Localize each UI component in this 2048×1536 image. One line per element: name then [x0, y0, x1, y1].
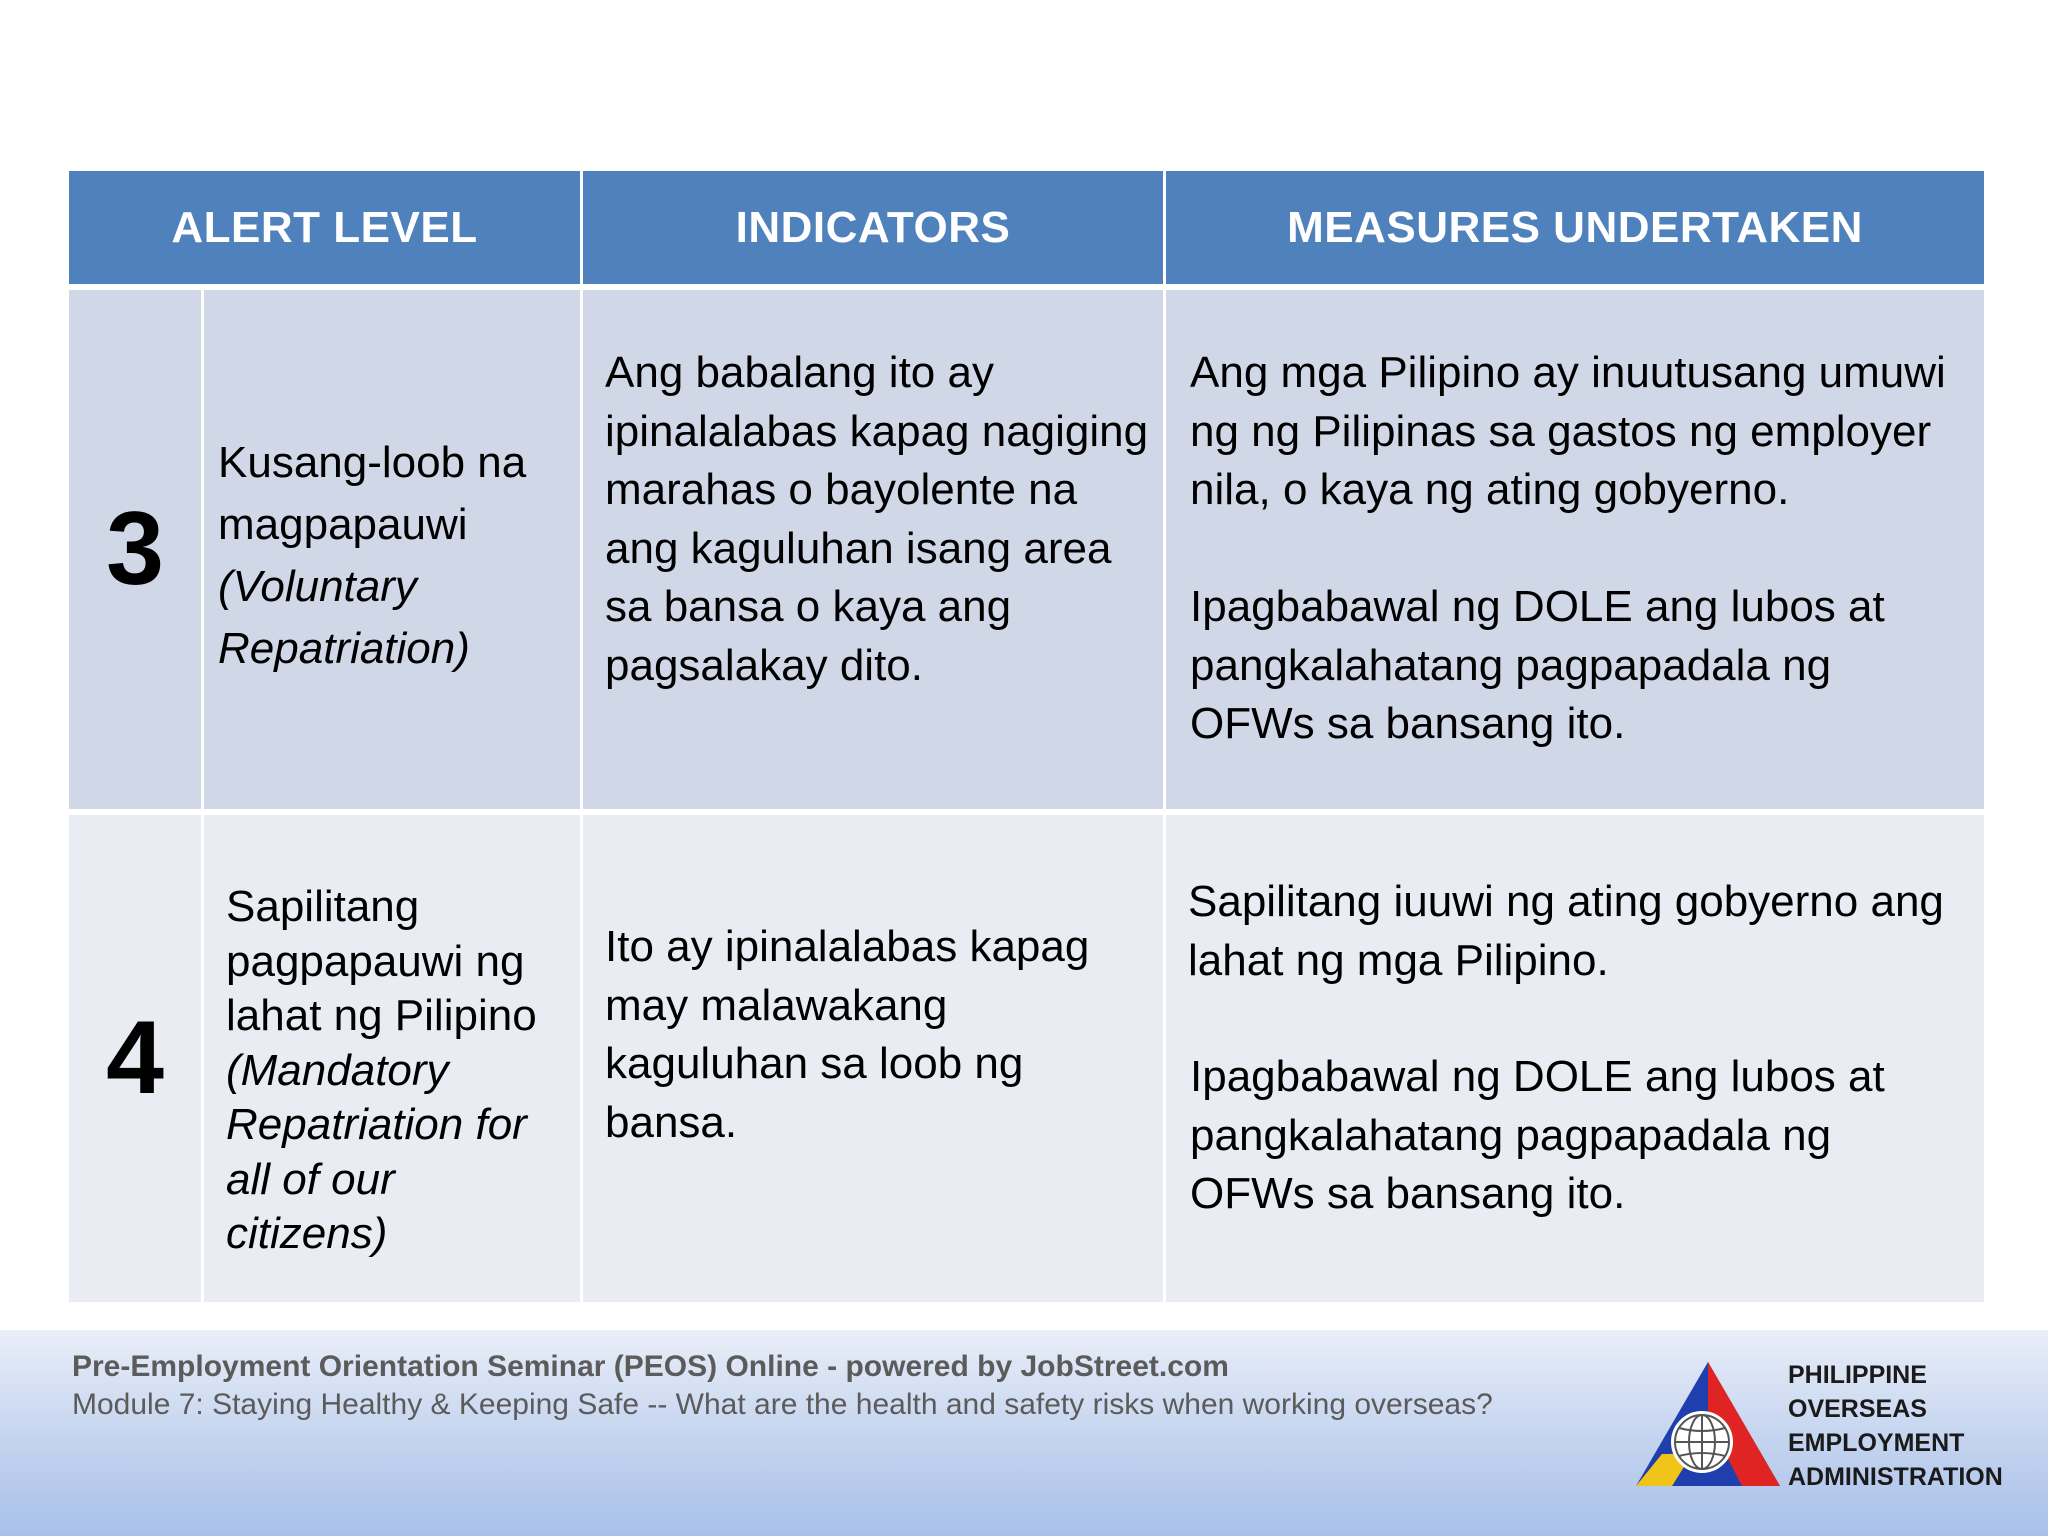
header-measures: MEASURES UNDERTAKEN [1166, 171, 1984, 284]
indicator-text: Ang babalang ito ay ipinalalabas kapag nagiging marahas o bayolente na ang kaguluhan isang area sa bansa o kaya ang pagsalakay dito. [605, 348, 1149, 690]
footer-subtitle: Module 7: Staying Healthy & Keeping Safe -- What are the health and safety risks when working overseas? [72, 1388, 1493, 1421]
measure-text: Sapilitang iuuwi ng ating gobyerno ang lahat ng mga Pilipino. [1188, 877, 1944, 985]
footer-title: Pre-Employment Orientation Seminar (PEOS) Online - powered by JobStreet.com [72, 1350, 1229, 1383]
alert-level-name-cell [204, 815, 580, 1302]
header-alert-level: ALERT LEVEL [69, 171, 580, 284]
logo-line: PHILIPPINE [1788, 1361, 1927, 1389]
poea-logo-text [1788, 1358, 2003, 1494]
alert-level-name: Kusang-loob na magpapauwi [218, 438, 527, 549]
alert-level-name-cell [204, 290, 580, 809]
footer-bar [0, 1330, 2048, 1536]
alert-level-name: Sapilitang pagpapauwi ng lahat ng Pilipino [226, 882, 537, 1040]
alert-level-name-english: (Voluntary Repatriation) [218, 562, 470, 673]
measures-cell [1166, 815, 1984, 1302]
logo-line: OVERSEAS [1788, 1395, 1927, 1423]
logo-line: EMPLOYMENT [1788, 1429, 1965, 1457]
alert-level-table [69, 171, 1981, 1302]
alert-level-name-english: (Mandatory Repatriation for all of our citizens) [226, 1045, 527, 1258]
measure-text: Ipagbabawal ng DOLE ang lubos at pangkalahatang pagpapadala ng OFWs sa bansang ito. [1190, 1052, 1885, 1218]
header-indicators: INDICATORS [583, 171, 1163, 284]
measure-text: Ang mga Pilipino ay inuutusang umuwi ng ng Pilipinas sa gastos ng employer nila, o kaya ng ating gobyerno. [1190, 348, 1946, 514]
alert-level-number: 4 [69, 815, 201, 1302]
logo-line: ADMINISTRATION [1788, 1463, 2003, 1491]
indicator-cell [583, 290, 1163, 809]
measures-cell [1166, 290, 1984, 809]
alert-level-number: 3 [69, 290, 201, 809]
measure-text: Ipagbabawal ng DOLE ang lubos at pangkalahatang pagpapadala ng OFWs sa bansang ito. [1190, 582, 1885, 748]
indicator-text: Ito ay ipinalalabas kapag may malawakang kaguluhan sa loob ng bansa. [605, 922, 1090, 1147]
poea-logo-icon [1632, 1358, 1784, 1490]
indicator-cell [583, 815, 1163, 1302]
